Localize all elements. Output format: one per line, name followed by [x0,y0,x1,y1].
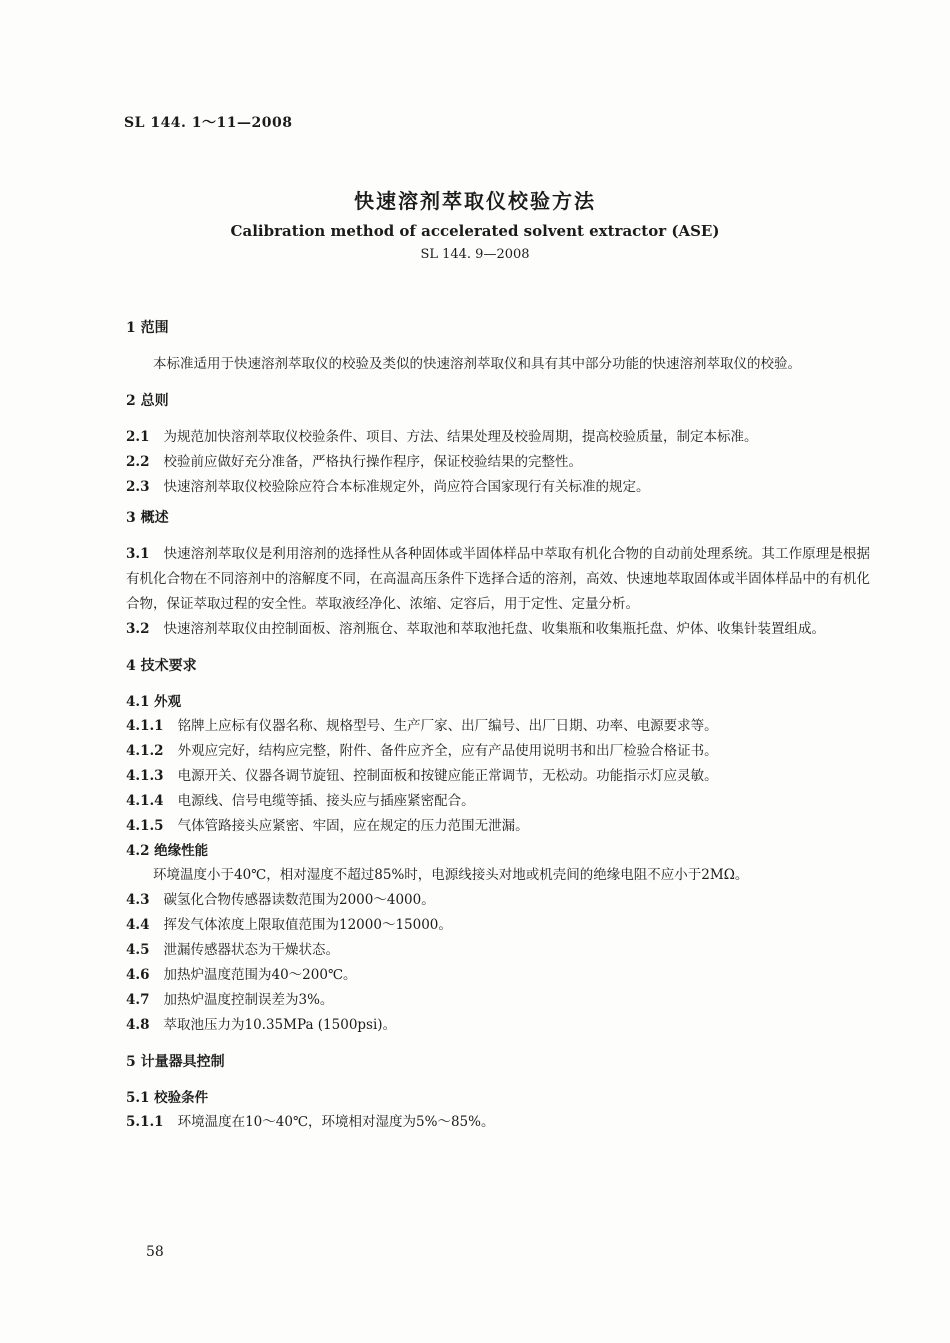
clause-text: 环境温度在10～40℃，环境相对湿度为5%～85%。 [177,1114,495,1130]
clause-item [126,425,870,450]
clause-text: 挥发气体浓度上限取值范围为12000～15000。 [163,917,452,933]
clause-number: 2.3 [126,479,150,495]
clause-item [126,814,870,839]
clause-item [126,714,870,739]
paragraph-insulation: 环境温度小于40℃，相对湿度不超过85%时，电源线接头对地或机壳间的绝缘电阻不应小于2MΩ。 [153,867,749,883]
clause-number: 4.5 [126,942,150,958]
clause-number: 4.6 [126,967,150,983]
clause-text: 泄漏传感器状态为干燥状态。 [163,942,339,958]
clause-text: 校验前应做好充分准备，严格执行操作程序，保证校验结果的完整性。 [163,454,582,470]
clause-text: 快速溶剂萃取仪由控制面板、溶剂瓶仓、萃取池和萃取池托盘、收集瓶和收集瓶托盘、炉体、收集针装置组成。 [163,621,825,637]
clause-number: 3.2 [126,621,150,637]
clause-text: 萃取池压力为10.35MPa (1500psi)。 [163,1017,397,1033]
clause-text: 加热炉温度控制误差为3%。 [163,992,334,1008]
section-heading-1: 1 范围 [126,320,169,336]
section-heading-5: 5 计量器具控制 [126,1054,225,1070]
paragraph-scope: 本标准适用于快速溶剂萃取仪的校验及类似的快速溶剂萃取仪和具有其中部分功能的快速溶剂萃取仪的校验。 [153,356,801,372]
clause-item [126,542,870,617]
clause-item [126,888,870,913]
subsection-heading-4-1: 4.1 外观 [126,694,182,710]
section-heading-2: 2 总则 [126,393,169,409]
clause-text: 铭牌上应标有仪器名称、规格型号、生产厂家、出厂编号、出厂日期、功率、电源要求等。 [177,718,718,734]
clause-item [126,938,870,963]
clause-number: 4.7 [126,992,150,1008]
section-heading-4: 4 技术要求 [126,658,197,674]
clause-number: 4.3 [126,892,150,908]
clause-number: 4.1.4 [126,793,164,809]
section-heading-3: 3 概述 [126,510,169,526]
clause-number: 4.8 [126,1017,150,1033]
document-code: SL 144. 9—2008 [420,247,530,262]
clause-item [126,988,870,1013]
standard-code-header: SL 144. 1～11—2008 [124,115,293,131]
document-body [126,316,870,1135]
clause-number: 5.1.1 [126,1114,164,1130]
clause-number: 3.1 [126,546,150,562]
clause-item [126,913,870,938]
clause-text: 气体管路接头应紧密、牢固，应在规定的压力范围无泄漏。 [177,818,529,834]
clause-text: 快速溶剂萃取仪校验除应符合本标准规定外，尚应符合国家现行有关标准的规定。 [163,479,650,495]
clause-text: 电源开关、仪器各调节旋钮、控制面板和按键应能正常调节，无松动。功能指示灯应灵敏。 [177,768,718,784]
clause-number: 4.4 [126,917,150,933]
clause-text: 外观应完好，结构应完整，附件、备件应齐全，应有产品使用说明书和出厂检验合格证书。 [177,743,718,759]
title-block [0,186,950,264]
clause-text: 快速溶剂萃取仪是利用溶剂的选择性从各种固体或半固体样品中萃取有机化合物的自动前处理系统。其工作原理是根据有机化合物在不同溶剂中的溶解度不同，在高温高压条件下选择合适的溶剂，高效、快速地萃取固体或半固体样品中的有机化合物，保证萃取过程的安全性。萃取液经净化、浓缩、定容后，用于定性、定量分析。 [126,546,870,612]
document-title-english: Calibration method of accelerated solvent extractor (ASE) [230,222,720,240]
clause-number: 2.1 [126,429,150,445]
clause-text: 碳氢化合物传感器读数范围为2000～4000。 [163,892,435,908]
clause-text: 电源线、信号电缆等插、接头应与插座紧密配合。 [177,793,475,809]
clause-number: 4.1.3 [126,768,164,784]
clause-text: 加热炉温度范围为40～200℃。 [163,967,357,983]
clause-number: 4.1.2 [126,743,164,759]
clause-item [126,1013,870,1038]
clause-item [126,1110,870,1135]
clause-item [126,475,870,500]
clause-item [126,789,870,814]
clause-item [126,963,870,988]
subsection-heading-5-1: 5.1 校验条件 [126,1090,209,1106]
clause-number: 4.1.1 [126,718,164,734]
clause-item [126,450,870,475]
clause-number: 2.2 [126,454,150,470]
clause-item [126,764,870,789]
page-number: 58 [146,1244,164,1260]
clause-text: 为规范加快溶剂萃取仪校验条件、项目、方法、结果处理及校验周期，提高校验质量，制定本标准。 [163,429,758,445]
subsection-heading-4-2: 4.2 绝缘性能 [126,843,209,859]
clause-item [126,617,870,642]
document-title-chinese: 快速溶剂萃取仪校验方法 [354,189,596,213]
clause-item [126,739,870,764]
clause-number: 4.1.5 [126,818,164,834]
